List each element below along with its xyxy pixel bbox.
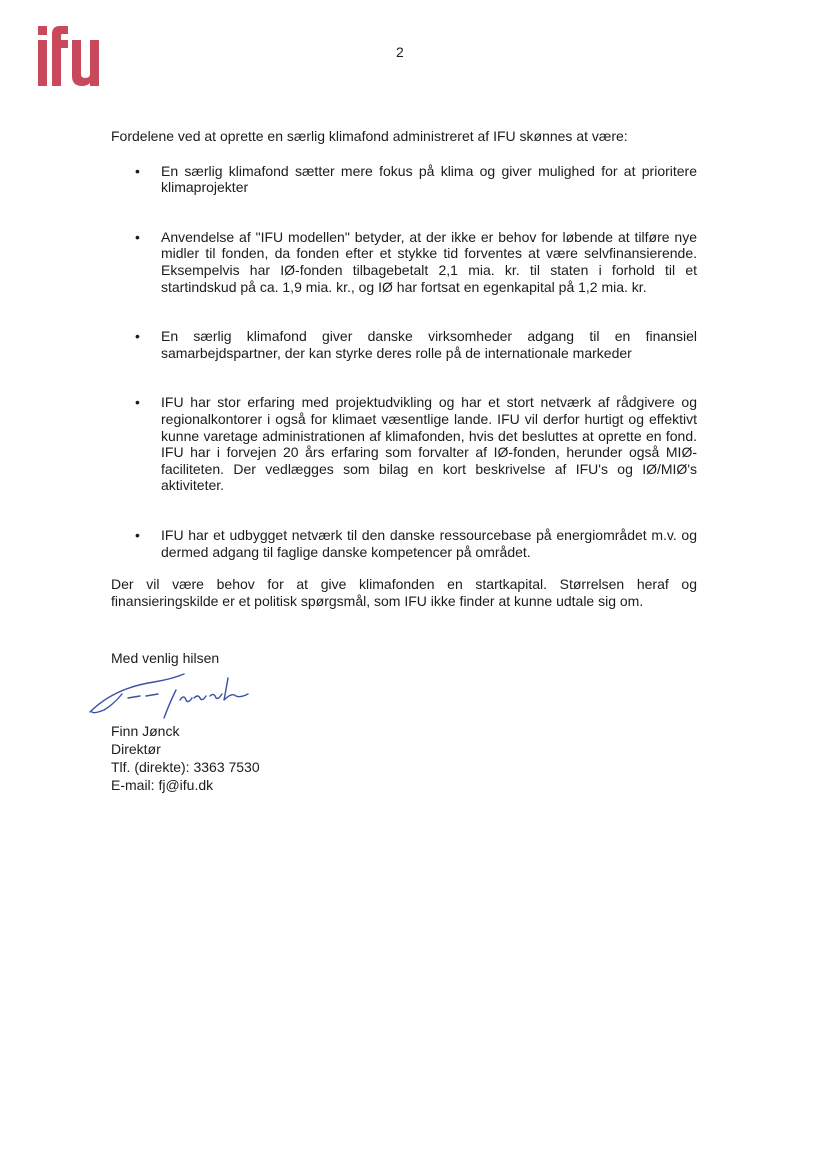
letter-body (111, 128, 697, 609)
page-number: 2 (396, 44, 404, 60)
signer-title: Direktør (111, 741, 161, 757)
list-item-text: En særlig klimafond giver danske virksomheder adgang til en finansiel samarbejdspartner, der kan styrke deres rolle på de internationale markeder (161, 328, 697, 361)
bullet-icon: • (135, 162, 140, 179)
signer-name: Finn Jønck (111, 723, 180, 739)
closing-paragraph: Der vil være behov for at give klimafonden en startkapital. Størrelsen heraf og finansieringskilde er et politisk spørgsmål, som IFU ikke finder at kunne udtale sig om. (111, 576, 697, 609)
list-item-text: IFU har et udbygget netværk til den danske ressourcebase på energiområdet m.v. og dermed adgang til faglige danske kompetencer på området. (161, 526, 697, 560)
list-item (111, 394, 697, 494)
bullet-icon: • (135, 526, 140, 543)
handwritten-signature (84, 668, 254, 720)
greeting: Med venlig hilsen (111, 650, 220, 666)
list-item-text: Anvendelse af "IFU modellen" betyder, at der ikke er behov for løbende at tilføre nye midler til fonden, da fonden efter et stykke tid forventes at være selvfinansierende. Eksempelvis har IØ-fonden tilbagebetalt 2,1 mia. kr. til staten i forhold til et startindskud på ca. 1,9 mia. kr., og IØ har fortsat en egenkapital på 1,2 mia. kr. (161, 228, 697, 295)
list-item (111, 229, 697, 295)
list-item (111, 527, 697, 560)
signer-phone: Tlf. (direkte): 3363 7530 (111, 759, 260, 775)
signer-email: E-mail: fj@ifu.dk (111, 777, 214, 793)
bullet-icon: • (135, 328, 140, 345)
advantages-list (111, 163, 697, 561)
signature-block (111, 722, 260, 794)
list-item-text: IFU har stor erfaring med projektudvikling og har et stort netværk af rådgivere og regionalkontorer i også for klimaet væsentlige lande. IFU vil derfor hurtigt og effektivt kunne varetage administrationen af klimafonden, hvis det besluttes at oprette en fond. IFU har i forvejen 20 års erfaring som forvalter af IØ-fonden, herunder også MIØ-faciliteten. Der vedlægges som bilag en kort beskrivelse af IFU's og IØ/MIØ's aktiviteter. (161, 394, 697, 494)
list-item (111, 328, 697, 361)
bullet-icon: • (135, 394, 140, 411)
intro-paragraph: Fordelene ved at oprette en særlig klimafond administreret af IFU skønnes at være: (111, 128, 628, 144)
list-item-text: En særlig klimafond sætter mere fokus på klima og giver mulighed for at prioritere klimaprojekter (161, 162, 697, 196)
list-item (111, 163, 697, 196)
bullet-icon: • (135, 228, 140, 245)
ifu-logo (38, 26, 100, 86)
